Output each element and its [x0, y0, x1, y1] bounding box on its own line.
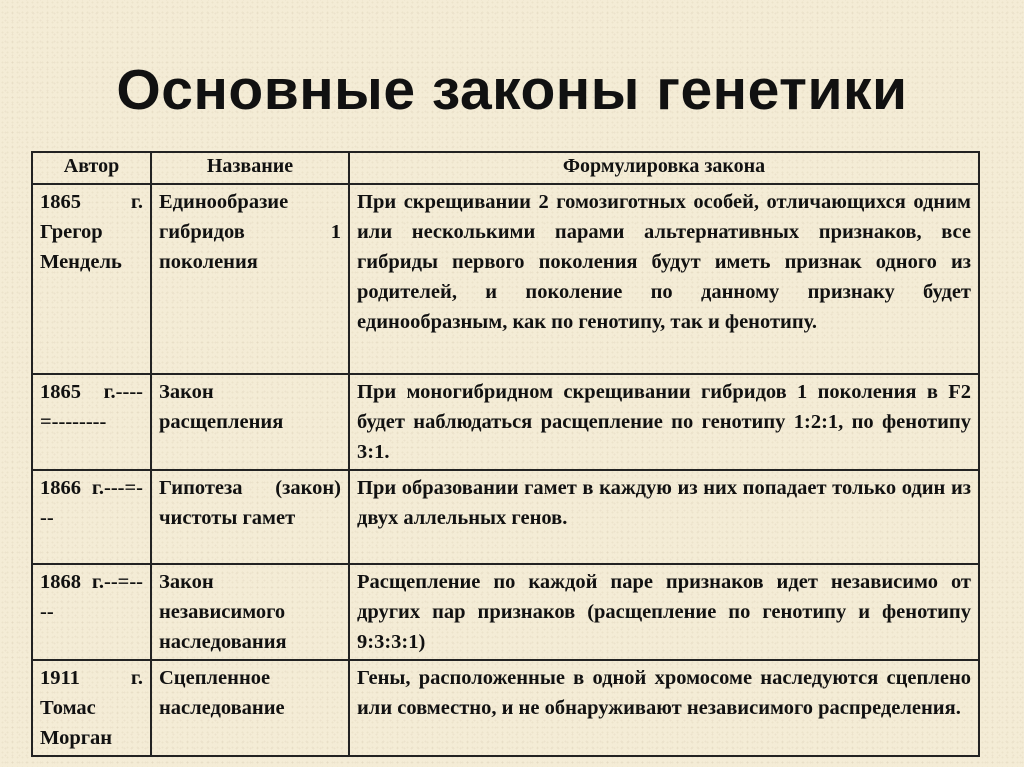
cell-author: 1868 г.--=---- [32, 564, 151, 660]
cell-formulation: Гены, расположенные в одной хромосоме наследуются сцеплено или совместно, и не обнаруживают независимого распределения. [349, 660, 979, 756]
table-row [32, 374, 979, 470]
table-row [32, 184, 979, 374]
cell-author: 1865 г. Грегор Мендель [32, 184, 151, 374]
header-author: Автор [32, 152, 151, 184]
cell-name: Закон расщепления [151, 374, 349, 470]
cell-name: Закон независимого наследования [151, 564, 349, 660]
slide-title: Основные законы генетики [116, 58, 908, 122]
cell-formulation: При скрещивании 2 гомозиготных особей, отличающихся одним или несколькими парами альтернативных признаков, все гибриды первого поколения будут иметь признак одного из родителей, и поколение по данному признаку будет единообразным, как по генотипу, так и фенотипу. [349, 184, 979, 374]
table-row [32, 660, 979, 756]
cell-name: Сцепленное наследование [151, 660, 349, 756]
cell-name: Гипотеза (закон) чистоты гамет [151, 470, 349, 564]
cell-formulation: При образовании гамет в каждую из них попадает только один из двух аллельных генов. [349, 470, 979, 564]
cell-formulation: При моногибридном скрещивании гибридов 1 поколения в F2 будет наблюдаться расщепление по генотипу 1:2:1, по фенотипу 3:1. [349, 374, 979, 470]
table-header-row [32, 152, 979, 184]
cell-author: 1911 г. Томас Морган [32, 660, 151, 756]
cell-formulation: Расщепление по каждой паре признаков идет независимо от других пар признаков (расщепление по генотипу и фенотипу 9:3:3:1) [349, 564, 979, 660]
cell-author: 1866 г.---=--- [32, 470, 151, 564]
table-row [32, 564, 979, 660]
header-name: Название [151, 152, 349, 184]
header-formulation: Формулировка закона [349, 152, 979, 184]
cell-name: Единообразие гибридов 1 поколения [151, 184, 349, 374]
cell-author: 1865 г.----=-------- [32, 374, 151, 470]
table-row [32, 470, 979, 564]
genetics-laws-table [31, 151, 980, 757]
